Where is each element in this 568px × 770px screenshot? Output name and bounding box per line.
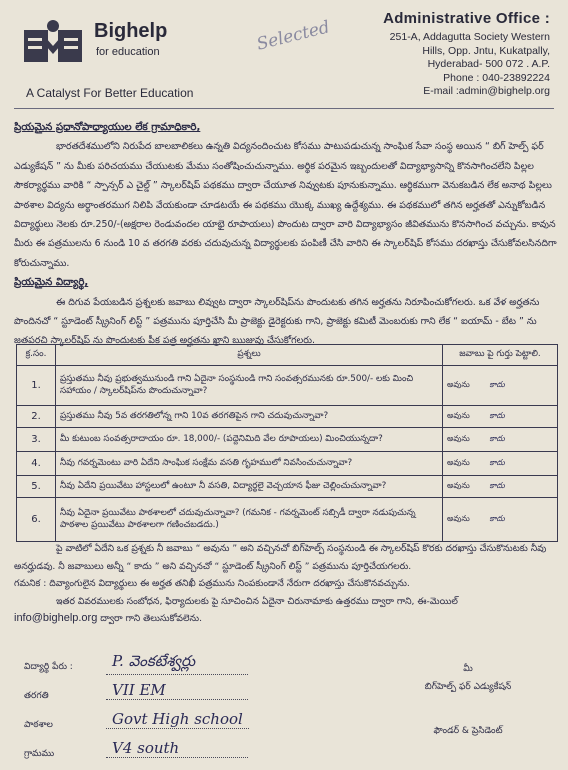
row-question: ప్రస్తుతము నీవు 5వ తరగతిలోన్న గాని 10వ తరగతిపైన గాని చదువుచున్నావా?: [56, 406, 443, 428]
contact-email: info@bighelp.org: [14, 612, 98, 625]
class-value: VII EM: [106, 681, 248, 700]
handwritten-no-mark: కాదు: [489, 411, 505, 420]
handwritten-no-mark: కాదు: [489, 434, 505, 443]
row-answer: అవును కాదు: [443, 428, 558, 452]
address-line: Hills, Opp. Jntu, Kukatpally,: [422, 44, 550, 57]
email-line: E-mail :admin@bighelp.org: [423, 85, 550, 97]
row-number: 2.: [17, 406, 56, 428]
brand-name: Bighelp: [94, 20, 168, 42]
col-number: క్ర.సం.: [17, 345, 56, 366]
row-answer: అవును కాదు: [443, 452, 558, 476]
field-label: పాఠశాల: [24, 720, 53, 730]
table-row: [17, 476, 558, 498]
field-label: విద్యార్థి పేరు :: [24, 662, 73, 672]
class-row: [24, 683, 284, 712]
row-question: మీ కుటుంబ సంవత్సరాదాయం రూ. 18,000/- (పద్దెనిమిది వేల రూపాయలు) మించియున్నదా?: [56, 428, 443, 452]
table-row: [17, 366, 558, 406]
signature-block: [398, 660, 538, 740]
instructions-block: [14, 540, 558, 628]
col-question: ప్రశ్నలు: [56, 345, 443, 366]
brand-subtitle: for education: [96, 46, 160, 58]
eligibility-table: [16, 344, 558, 542]
row-question: ప్రస్తుతము నీవు ప్రభుత్వమునుండి గాని ఏదైనా సంస్థనుండి గాని సంవత్సరమునకు రూ.500/- లకు మించి సహాయం / స్కాలర్‌షిప్‌ను పొందుచున్నావా?: [56, 366, 443, 406]
col-answer: జవాబు పై గుర్తు పెట్టాలి.: [443, 345, 558, 366]
intro-paragraph: భారతదేశములోని నిరుపేద బాలబాలికలు ఉన్నతి విద్యనందించుట కోసము పాటుపడుచున్న సాంఘిక సేవా సంస్థ అయిన “ బిగ్ హెల్ప్ ఫర్ ఎడ్యుకేషన్ ” ను మీకు పరిచయము చేయుటకు మేము సంతోషించుచున్నాము. అర్థిక పరమైన ఇబ్బందులతో విద్యాభ్యాసాన్ని కొనసాగించలేని పిల్లల సౌకర్యార్థము వారికి “ స్పాన్సర్ ఎ చైల్డ్ ” స్కాలర్‌షిప్ పథకము ద్వారా చేయూత నివ్వుటకు పూనుకున్నాము. ఆర్థికముగా వెనుకబడిన లేక అనాథ పిల్లలు పాఠశాల విద్యను అర్థాంతరముగ నిలిపి వేయకుండా చూడటయే ఈ పథకము యొక్క ముఖ్య ఉద్దేశ్యము. ఈ పథకములో తగిన అర్హతతో ఎన్నుకోబడిన విద్యార్థులు నెలకు రూ.250/-(అక్షరాల రెండువందల యాభై రూపాయలు) పొందుట ద్వారా వారి విద్యాభ్యాసం జీవితమును కొనసాగించ వచ్చును. కావున మీరు ఈ పత్రములను 6 నుండి 10 వ తరగతి వరకు చదువుచున్న విద్యార్థులకు పంపిణీ చేసి వారిని ఈ స్కాలర్‌షిప్ కోసము దరఖాస్తు చేసుకోవలసినదిగా కోరుచున్నాము.: [14, 141, 557, 269]
eligibility-paragraph: పై వాటిలో ఏదేని ఒక ప్రశ్నకు నీ జవాబు “ అవును ” అని వచ్చినచో బిగ్‌హెల్ప్ సంస్థనుండి ఈ స్కాలర్‌షిప్ కొరకు దరఖాస్తు చేసుకొనుటకు నీవు అనర్హుడవు. నీ జవాబులు అన్నీ “ కాదు ” అని వచ్చినచో “ స్టూడెంట్ స్క్రీనింగ్ లిస్ట్ ” పత్రమును పూర్తిచేయగలరు.: [14, 543, 547, 572]
note-line: గమనిక : దివ్యాంగులైన విద్యార్థులు ఈ అర్హత తనిఖీ పత్రమును నింపకుండానే నేరుగా దరఖాస్తు చేసుకొనవచ్చును.: [14, 578, 410, 590]
row-number: 3.: [17, 428, 56, 452]
salutation-student: ప్రియమైన విద్యార్థి,: [14, 277, 89, 289]
student-paragraph: ఈ దిగువ పేయబడిన ప్రశ్నలకు జవాబు లివ్వుట ద్వారా స్కాలర్‌షిప్‌ను పొందుటకు తగిన అర్హతను నిరూపించుకోగలరు. ఒక వేళ అర్హతను పొందినచో “ స్టూడెంట్ స్క్రీనింగ్ లిస్ట్ ” పత్రమును పూర్తిచేసి మీ ప్రాజెక్టు డైరెక్టరుకు గాని, ప్రాజెక్టు కమిటీ మెంబరుకు గాని లేక “ ఐయామ్ - బేట ” ను జతపరచి స్కాలర్‌షిప్ ను పొందుటకు పీక పత్ర అర్హతను ఖ్రాని ఋజువు చేసుకోగలరు.: [14, 296, 540, 347]
handwritten-no-mark: కాదు: [489, 514, 505, 523]
school-row: [24, 712, 284, 741]
address-line: Hyderabad- 500 072 . A.P.: [427, 58, 550, 70]
phone-line: Phone : 040-23892224: [443, 71, 550, 84]
village-row: [24, 741, 284, 770]
address-line: 251-A, Addagutta Society Western: [389, 31, 550, 43]
header-divider: [14, 108, 554, 109]
table-row: [17, 498, 558, 542]
table-row: [17, 406, 558, 428]
row-question: నీవు ఏదేని ప్రయివేటు హాస్టలులో ఉంటూ నీ వసతి, విద్యార్థలై వెచ్చయాన ఫీజు చెల్లించుచున్నావా?: [56, 476, 443, 498]
row-question: నీవు ఏదైనా ప్రయివేటు పాఠశాలలో చదువుచున్నావా? (గమనిక - గవర్నమెంట్ సబ్సిడీ ద్వారా నడుపుచున్న పాఠశాల ప్రయివేటు పాఠశాలగా గణించబడదు.): [56, 498, 443, 542]
student-details-form: [24, 654, 284, 770]
row-answer: అవును కాదు: [443, 406, 558, 428]
office-address-block: [383, 10, 550, 99]
salutation-headmaster: ప్రియమైన ప్రధానోపాధ్యాయుల లేక గ్రామాధికారి,: [14, 122, 201, 133]
row-question: నీవు గవర్నమెంటు వారి ఏదేని సాంఘిక సంక్షేమ వసతి గృహములో నివసించుచున్నావా?: [56, 452, 443, 476]
contact-paragraph: ఇతర వివరములకు సంబోధన, ఫిర్యాదులకు పై సూచించిన ఏదైనా చిరునామాకు ఉత్తరము ద్వారా గాని, ఈ-మెయిల్: [56, 595, 458, 607]
table-header-row: [17, 345, 558, 366]
row-number: 6.: [17, 498, 56, 542]
letter-body: [14, 118, 558, 351]
student-name-row: [24, 654, 284, 683]
field-label: తరగతి: [24, 691, 49, 701]
row-answer: అవును కాదు: [443, 476, 558, 498]
field-label: గ్రామము: [24, 749, 55, 759]
row-answer: అవును కాదు: [443, 366, 558, 406]
signature-line: మీ: [463, 664, 473, 674]
handwritten-no-mark: కాదు: [489, 458, 505, 467]
contact-email-line: info@bighelp.org ద్వారా గాని తెలుసుకోవలెను.: [14, 612, 203, 625]
office-title: Administrative Office :: [383, 10, 550, 27]
table-row: [17, 452, 558, 476]
table-row: [17, 428, 558, 452]
row-answer: అవును కాదు: [443, 498, 558, 542]
row-number: 1.: [17, 366, 56, 406]
row-number: 4.: [17, 452, 56, 476]
school-value: Govt High school: [106, 710, 249, 729]
village-value: V4 south: [106, 739, 248, 758]
selected-stamp: Selected: [254, 17, 332, 55]
book-reader-logo-icon: [22, 16, 84, 64]
handwritten-no-mark: కాదు: [489, 380, 505, 389]
handwritten-no-mark: కాదు: [489, 481, 505, 490]
signature-org: బిగ్‌హెల్ప్ ఫర్ ఎడ్యుకేషన్: [424, 682, 512, 692]
tagline: A Catalyst For Better Education: [26, 86, 194, 100]
student-name-value: P. వెంకటేశ్వర్లు: [106, 652, 248, 675]
signature-title: ఫౌండర్ & ప్రెసిడెంట్: [433, 726, 503, 736]
row-number: 5.: [17, 476, 56, 498]
